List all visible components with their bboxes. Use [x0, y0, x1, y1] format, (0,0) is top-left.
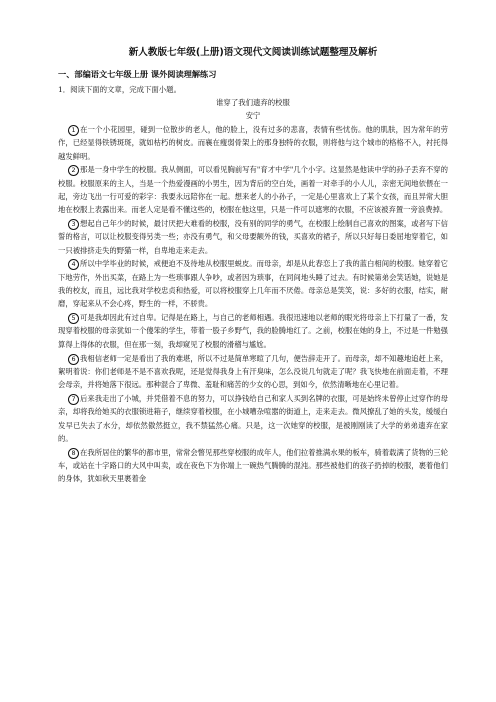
paragraph-3 — [58, 217, 448, 257]
paragraph-1 — [58, 123, 448, 163]
paragraph-text: 在一个小花园里，碰到一位散步的老人，他的脸上，没有过多的悲喜，表情有些忧伤。他的肌肤，因为常年的劳作，已经显得铁锈斑斑，就如枯朽的树皮。而襄在瘦弱骨架上的那身独特的衣服，则将他与这个城市的格格不入，衬托得越发鲜明。 — [58, 125, 448, 161]
paragraph-number-5: 5 — [68, 313, 79, 324]
section-heading: 一、部编语文七年级上册 课外阅读理解练习 — [58, 69, 217, 79]
paragraph-text: 那是一身中学生的校服。我从侧面，可以看见胸前写有"育才中学"几个小字。这显然是他读中学的孙子丢弃不穿的校服。校服原来的主人，当是一个热爱漫画的小男生，因为背后的空白处，画着一对牵手的小人儿，亲密无间地依偎在一起，旁边飞出一行可爱的彩字：我要永远陪你在一起。想来老人的小孙子，一定是心里喜欢上了某个女孩，而且异常大胆地在校服上表露出来。而老人定是看不懂这些的，校服在他这里，只是一件可以遮寒的衣服，不应该被弃置一旁浪费掉。 — [58, 165, 448, 215]
question-instruction: 1．阅读下面的文章，完成下面小题。 — [58, 85, 181, 94]
paragraph-6 — [58, 352, 448, 392]
paragraph-number-6: 6 — [68, 354, 79, 365]
paragraph-text: 可是我却因此有过自卑。记得是在路上，与自己的老师相遇。我很迅速地以老师的眼光将母亲上下打量了一番，发现穿着校服的母亲犹如一个傻笨的学生，带着一股子乡野气，我的脸腾地红了。之前，校服在她的身上，不过是一件勉强算得上得体的衣服，但在那一刻，我却窥见了校服的滑稽与尴尬。 — [58, 313, 448, 349]
paragraph-number-3: 3 — [68, 219, 79, 230]
paragraph-number-8: 8 — [68, 448, 79, 459]
paragraph-2 — [58, 163, 448, 216]
paragraph-text: 我相信老师一定是看出了我的难堪，所以不过是简单寒暄了几句，便告辞走开了。而母亲，却不知趣地追赶上来，絮明着说：你们老师是不是不喜欢我呢，还是觉得我身上有汗臭味，怎么没说几句就走了呢？我飞快地在前面走着，不理会母亲，并将她落下很远。那种混合了卑微、羞耻和痛苦的少女的心思，到如今，依然清晰地在心里记着。 — [58, 353, 448, 390]
paragraph-4 — [58, 257, 448, 310]
paragraph-7 — [58, 392, 448, 445]
article-title: 谁穿了我们遗弃的校服 — [216, 98, 290, 107]
paragraph-5 — [58, 311, 448, 351]
paragraph-number-7: 7 — [68, 394, 79, 405]
paragraph-text: 后来我走出了小城，并凭借着不息的努力，可以挣钱给自己和家人买到名牌的衣服，可是始终未曾停止过穿作的母亲，却将我给她买的衣服锁进箱子，继续穿着校服，在小城嘈杂喧嚣的街道上，走来走去。微风撩乱了她的头发，缓缓白发早已失去了水分，却依然傲然挺立，我不禁猛然心痛。只是，这一次她穿的校服，是被刚刚读了大学的弟弟遗弃在家的。 — [58, 393, 448, 443]
article-author: 安宁 — [245, 111, 261, 120]
document-title: 新人教版七年级(上册)语文现代文阅读训练试题整理及解析 — [128, 47, 378, 58]
paragraph-text: 想起自己年少的时候，最讨厌把大难看的校服，没有别的同学的勇气，在校服上绘制自己喜欢的图案，或者写下信誓的格言，可以让校服变得另类一些；亦没有勇气，和父母要额外的钱，买喜欢的裙子，所以只好每日委屈地穿着它，如一只被排挤走失的野猫一样，自卑地走来走去。 — [58, 219, 448, 255]
paragraph-number-4: 4 — [68, 259, 79, 270]
paragraph-number-2: 2 — [68, 165, 79, 176]
paragraph-text: 在我所居住的繁华的都市里，常常会瞥见那些穿校服的成年人，他们拉着推满水果的板车，骑着载满了货物的三轮车，或站在十字路口的大风中叫卖，或在夜色下为你端上一碗热气腾腾的混沌。那些被他们的孩子扔掉的校服，裹着他们的身体，犹如秋天里裹着金 — [58, 447, 448, 484]
paragraph-8 — [58, 446, 448, 486]
paragraph-text: 所以中学毕业的时候，戒便迫不及待地从校服里蜕皮。而母亲，却是从此春恋上了我的蓝白相间的校服。她穿着它下地劳作，外出买菜，在路上为一些琐事跟人争吵，或者因为琐事，在同间地头睡了过去。有时候第弟会笑话她，说她是我的校友，而且，远比我对学校忠贞和热爱，可以将校服穿上几年而不厌倦。母亲总是笑笑，说：多好的衣服，结实，耐磨，穿起来从不会心疼，野生的一样，不骄贵。 — [58, 259, 448, 309]
paragraph-number-1: 1 — [68, 125, 79, 136]
